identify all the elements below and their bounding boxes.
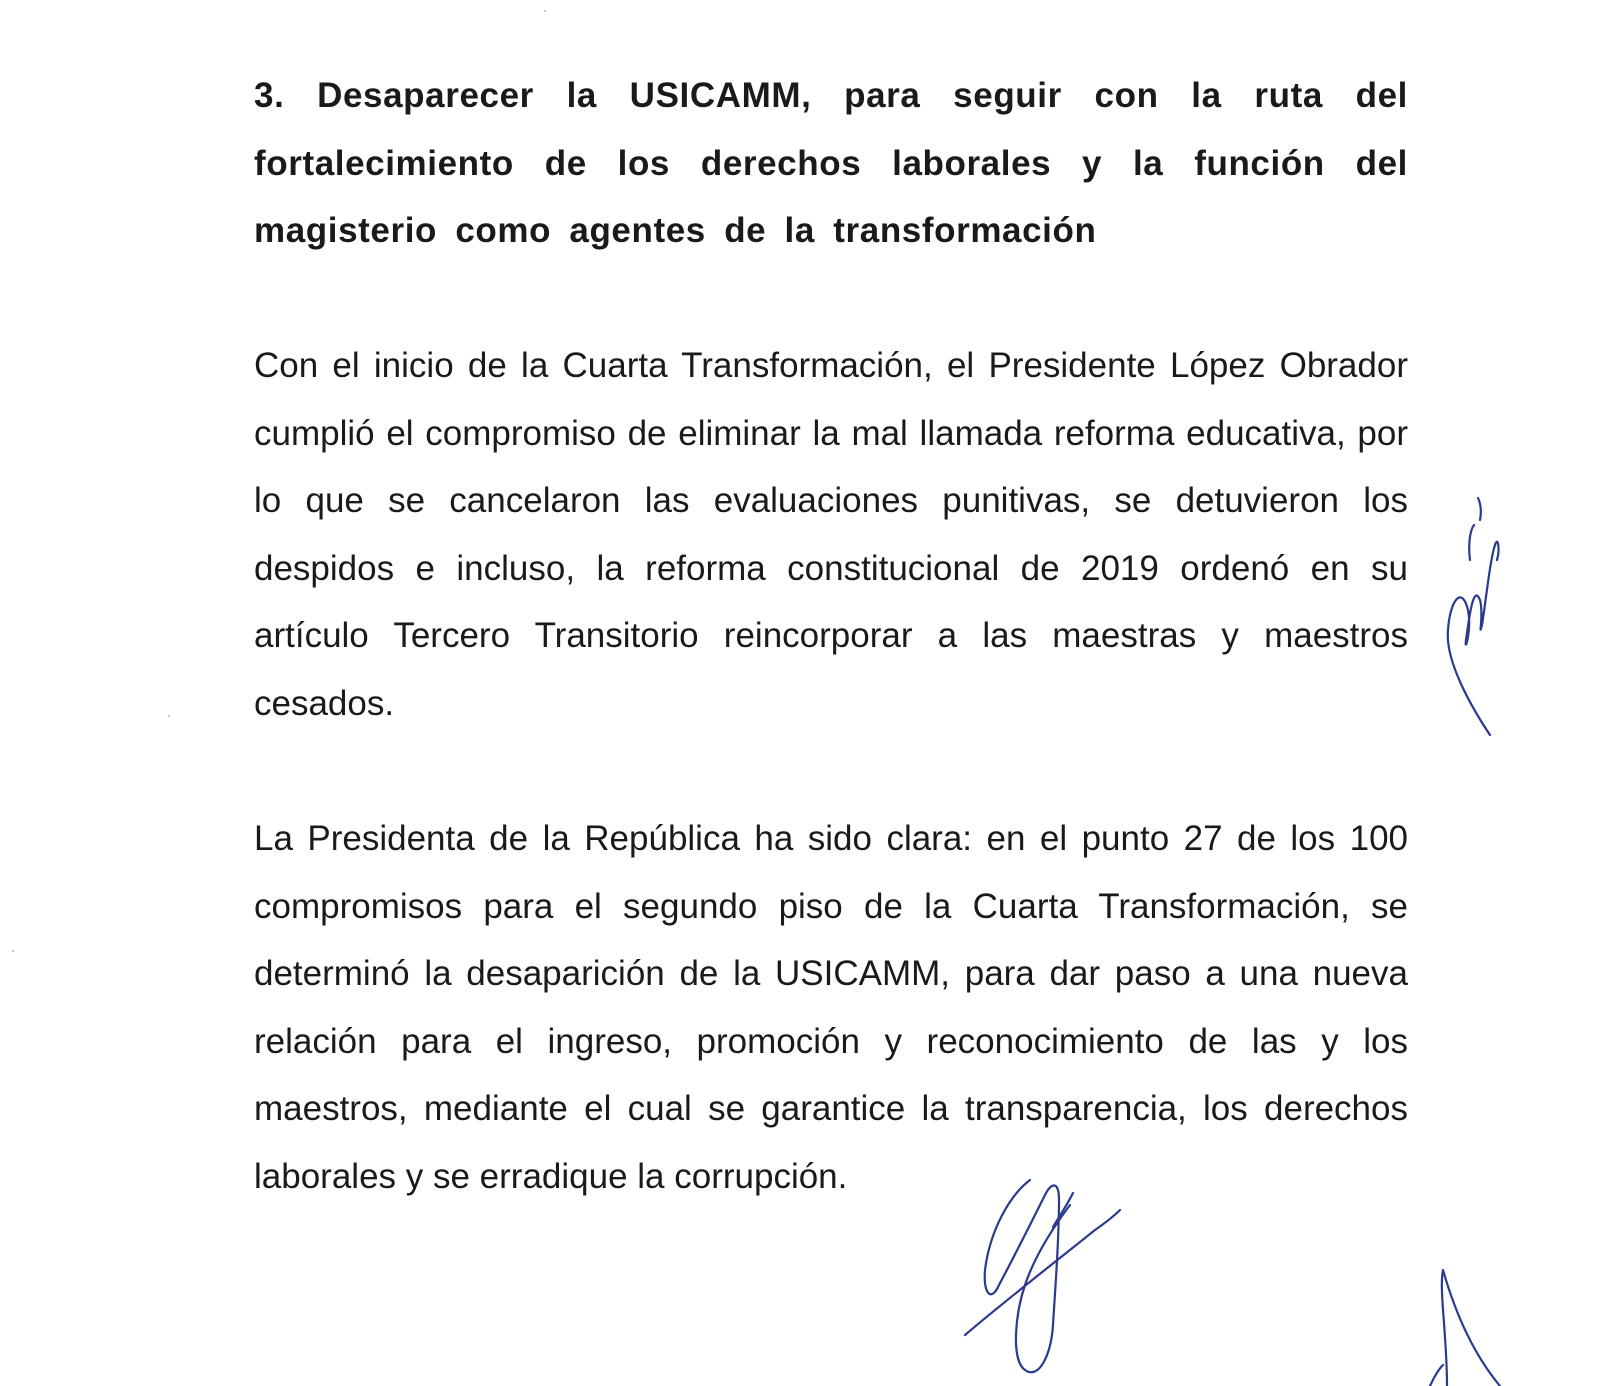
partial-signature-corner xyxy=(1425,1265,1520,1386)
paper-speck xyxy=(12,950,14,952)
document-body xyxy=(254,62,1408,1196)
body-paragraph-2: La Presidenta de la República ha sido clara: en el punto 27 de los 100 compromisos para el segundo piso de la Cuarta Transformación, se determinó la desaparición de la USICAMM, para dar paso a una nueva relación para el ingreso, promoción y reconocimiento de las y los maestros, mediante el cual se garantice la transparencia, los derechos laborales y se erradique la corrupción. xyxy=(254,819,1408,1196)
paper-speck xyxy=(544,10,546,12)
section-heading: 3. Desaparecer la USICAMM, para seguir con la ruta del fortalecimiento de los derechos laborales y la función del magisterio como agentes de la transformación xyxy=(254,76,1408,250)
paper-speck xyxy=(168,715,170,717)
body-paragraph-1: Con el inicio de la Cuarta Transformación, el Presidente López Obrador cumplió el compromiso de eliminar la mal llamada reforma educativa, por lo que se cancelaron las evaluaciones punitivas, se detuvieron los despidos e incluso, la reforma constitucional de 2019 ordenó en su artículo Tercero Transitorio reincorporar a las maestras y maestros cesados. xyxy=(254,346,1408,723)
margin-initials-signature xyxy=(1440,490,1520,750)
